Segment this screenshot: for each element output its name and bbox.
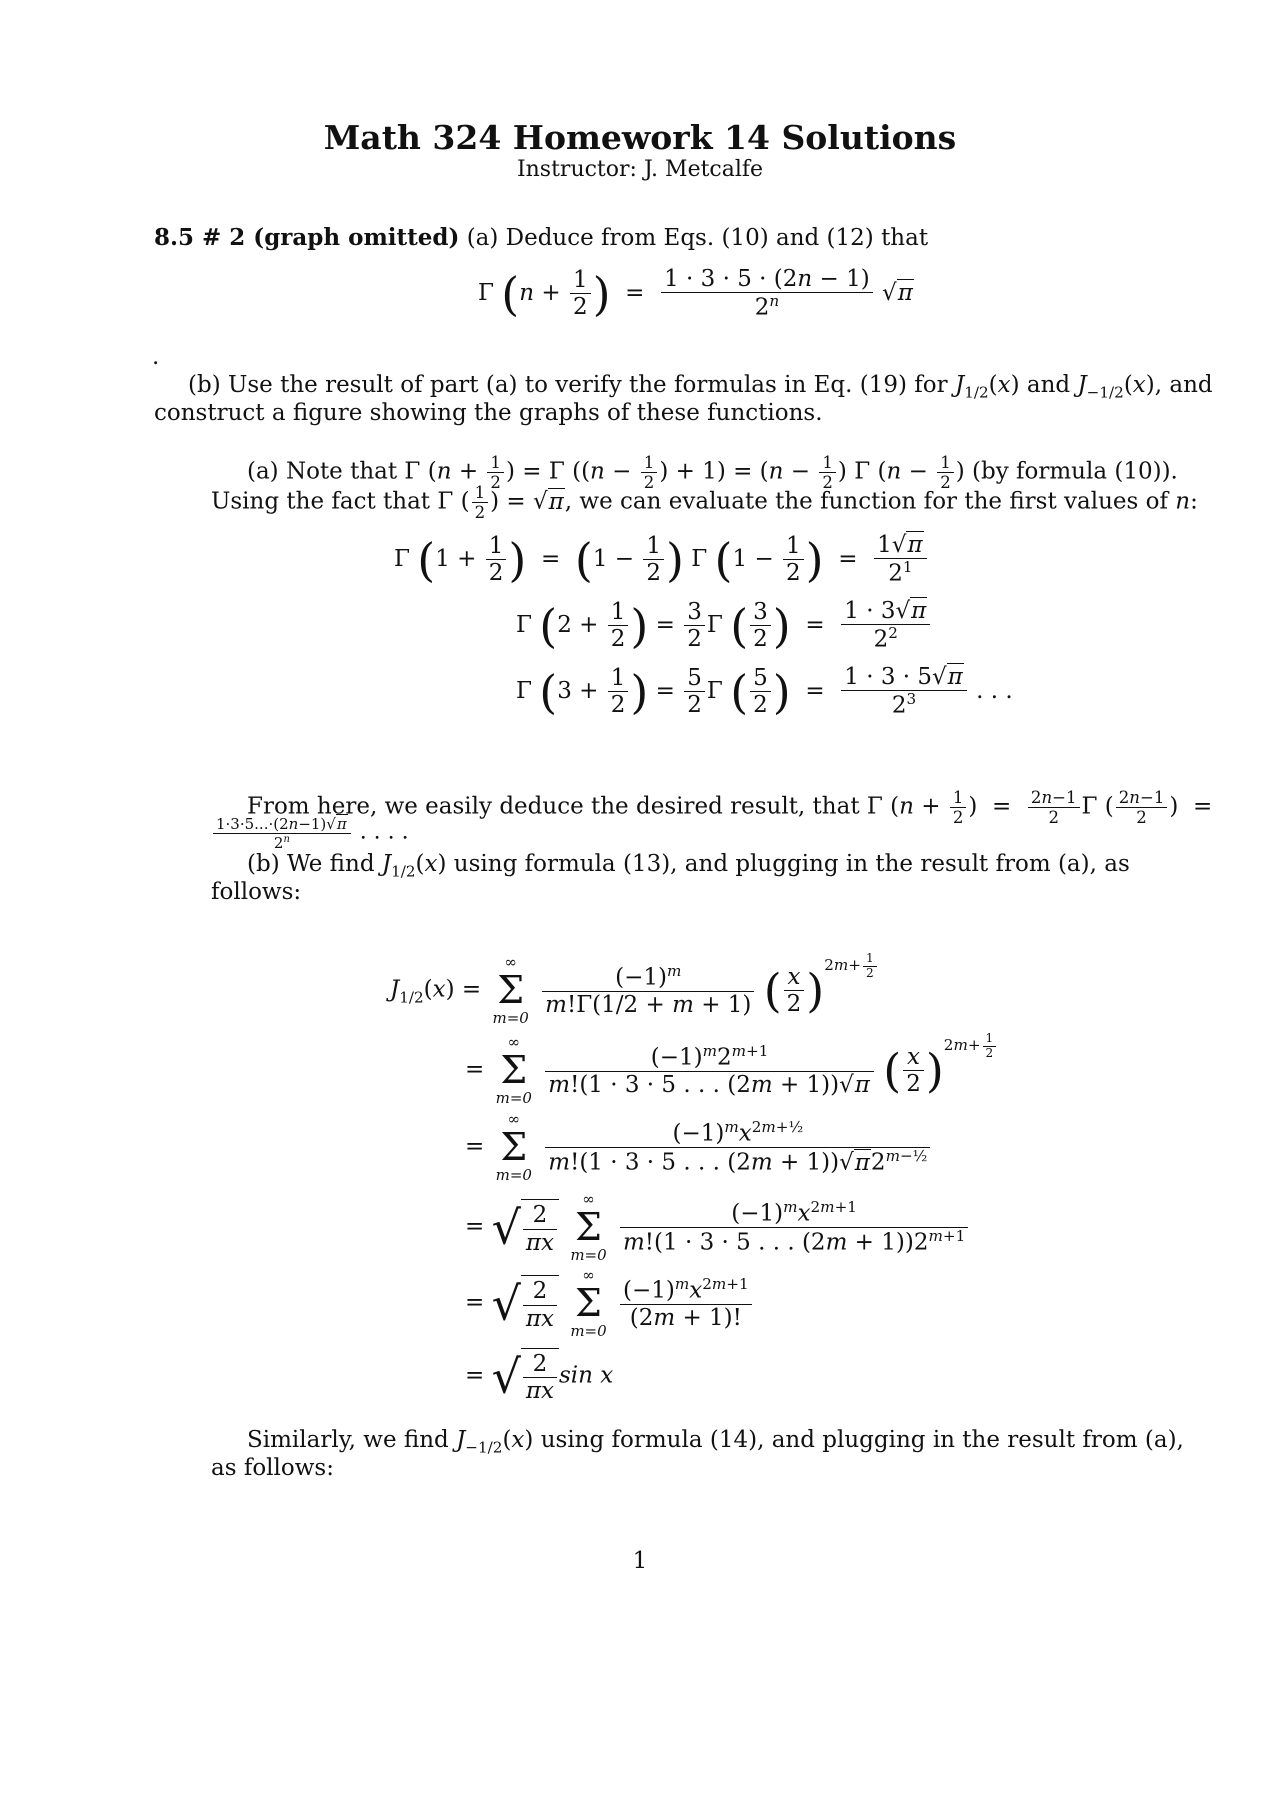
part-b-prompt-text: (b) Use the result of part (a) to verify the formulas in Eq. (19) for bbox=[188, 372, 948, 398]
gamma-eval-3: Γ (3 + $\frac{1}{2}$ ) = $\frac{5}{2}$ Γ ( $\frac{5}{2}$ ) = $\frac{1 \cdot 3 \cdot 5√\pi}{2^3}$ . . . bbox=[516, 664, 1013, 720]
similarly-line2: as follows: bbox=[211, 1455, 334, 1481]
part-b-prompt-line2: construct a figure showing the graphs of these functions. bbox=[154, 400, 823, 426]
similarly-text-rest: using formula (14), and plugging in the result from (a), bbox=[540, 1427, 1184, 1453]
j-half-step-5: = √ $\frac{2}{\pi x}$ ∞ Σ m=0 $\frac{(-1)^mx^{2m+1}}{(2m + 1)!}$ bbox=[465, 1268, 754, 1339]
from-here-result: $\frac{1\cdot 3\cdot 5...\cdot(2n-1)√\pi}{2^n}$ . . . . bbox=[211, 816, 409, 853]
j-half-step-4: = √ $\frac{2}{\pi x}$ ∞ Σ m=0 $\frac{(-1)^mx^{2m+1}}{m!(1 \cdot 3 \cdot 5 . . . (2m + 1))2^{m+1}}$ bbox=[465, 1192, 970, 1263]
solution-a-line1: (a) Note that Γ (n + $\frac{1}{2}$ ) = Γ ((n − $\frac{1}{2}$ ) + 1) = (n − $\frac{1}{2}$ ) Γ (n − $\frac{1}{2}$ ) (by formula (10)). bbox=[247, 453, 1178, 493]
part-a-prompt: (a) Deduce from Eqs. (10) and (12) that bbox=[466, 225, 929, 251]
solution-a-note: (a) Note that bbox=[247, 458, 398, 485]
problem-label: 8.5 # 2 (graph omitted) bbox=[154, 224, 460, 251]
similarly-line1: Similarly, we find $J_{-1/2}(x)$ using formula (14), and plugging in the result from (a), bbox=[247, 1427, 1184, 1457]
gamma-eval-1: Γ (1 + $\frac{1}{2}$ ) = (1 − $\frac{1}{2}$ ) Γ (1 − $\frac{1}{2}$ ) = $\frac{1√\pi}{2^1}$ bbox=[394, 532, 929, 588]
document-title: Math 324 Homework 14 Solutions bbox=[323, 118, 957, 157]
problem-statement-a bbox=[154, 223, 928, 253]
stray-period: . bbox=[152, 344, 160, 370]
similarly-text: Similarly, we find bbox=[247, 1427, 449, 1453]
instructor-line: Instructor: J. Metcalfe bbox=[516, 157, 764, 182]
solution-b-intro-rest: using formula (13), and plugging in the result from (a), as bbox=[453, 851, 1130, 877]
gamma-eval-2: Γ (2 + $\frac{1}{2}$ ) = $\frac{3}{2}$ Γ ( $\frac{3}{2}$ ) = $\frac{1 \cdot 3√\pi}{2^2}$ bbox=[516, 598, 932, 654]
j-half-step-2: = ∞ Σ m=0 $\frac{(-1)^m2^{m+1}}{m!(1 \cdot 3 \cdot 5 . . . (2m + 1))√\pi}$ ( $\frac{x}{2}$ )$^{2m+ \frac{1}{2}}$ bbox=[465, 1035, 998, 1106]
solution-a-using: Using the fact that bbox=[211, 488, 431, 515]
j-half-step-3: = ∞ Σ m=0 $\frac{(-1)^mx^{2m+\frac{1}{2}}}{m!(1 \cdot 3 \cdot 5 . . . (2m + 1))√\pi 2^{m-\frac{1}{2}}}$ bbox=[465, 1112, 932, 1183]
solution-a-line2: Using the fact that Γ ( $\frac{1}{2}$ ) = √π, we can evaluate the function for the first values of n: bbox=[211, 483, 1198, 523]
j-half-step-1: $J_{1/2}(x)$ = ∞ Σ m=0 $\frac{(-1)^m}{m!\Gamma(1/2 + m + 1)}$ ( $\frac{x}{2}$ )$^{2m+ \frac{1}{2}}$ bbox=[390, 955, 879, 1026]
solution-b-line2: follows: bbox=[211, 879, 302, 905]
from-here-text: From here, we easily deduce the desired result, that bbox=[247, 793, 860, 820]
solution-a-we-can: , we can evaluate the function for the first values of bbox=[564, 488, 1168, 515]
gamma-formula-display: Γ (n + $\frac{1}{2}$ ) = $\frac{1 \cdot 3 \cdot 5 \cdot (2n - 1)}{2^n}$ √π bbox=[478, 266, 913, 322]
part-b-and: and bbox=[1026, 372, 1071, 398]
from-here-line: From here, we easily deduce the desired result, that Γ (n + $\frac{1}{2}$ ) = $\frac{2n-1}{2}$ Γ ( $\frac{2n-1}{2}$ ) = bbox=[247, 788, 1213, 828]
part-b-prompt-line1: (b) Use the result of part (a) to verify the formulas in Eq. (19) for $J_{1/2}(x)$ and $J_{-1/2}(x)$, and bbox=[188, 372, 1213, 402]
solution-a-by-formula: (by formula (10)). bbox=[972, 458, 1178, 485]
solution-b-intro: (b) We find bbox=[247, 851, 375, 877]
solution-b-line1: (b) We find $J_{1/2}(x)$ using formula (13), and plugging in the result from (a), as bbox=[247, 851, 1130, 881]
j-half-step-6: = √ $\frac{2}{\pi x}$ sin x bbox=[465, 1349, 614, 1405]
page-number: 1 bbox=[632, 1548, 648, 1574]
